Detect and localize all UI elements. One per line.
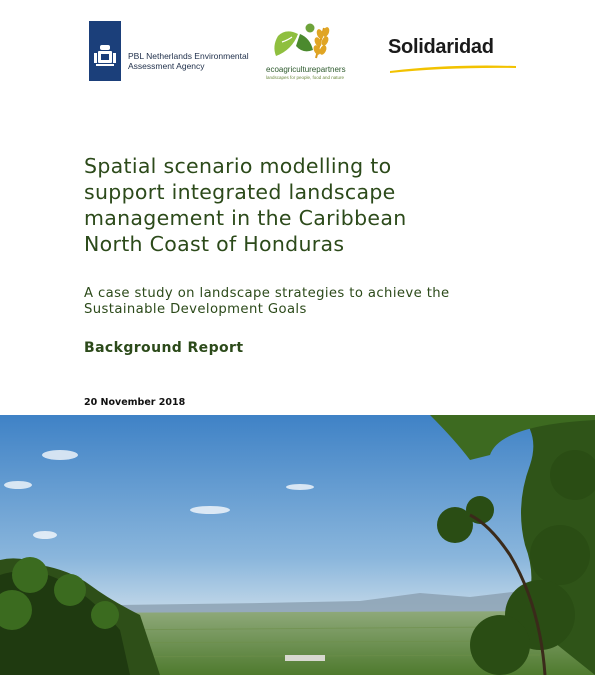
- ecoagriculture-logo: [258, 20, 358, 86]
- pbl-emblem-icon: [89, 21, 121, 81]
- pbl-name-line1: PBL Netherlands Environmental: [128, 51, 249, 61]
- report-type: Background Report: [84, 340, 244, 356]
- solidaridad-name: Solidaridad: [388, 36, 494, 58]
- report-subtitle: [84, 286, 524, 318]
- report-date: 20 November 2018: [84, 397, 186, 408]
- title-line: management in the Caribbean: [84, 206, 407, 230]
- eco-name: ecoagriculturepartners: [266, 65, 346, 74]
- pbl-logo: [89, 18, 249, 84]
- pbl-name: [128, 51, 253, 71]
- pbl-name-line2: Assessment Agency: [128, 61, 205, 71]
- subtitle-line: A case study on landscape strategies to achieve the: [84, 286, 450, 301]
- title-line: Spatial scenario modelling to: [84, 154, 392, 178]
- subtitle-line: Sustainable Development Goals: [84, 302, 307, 317]
- solidaridad-logo: [388, 36, 518, 76]
- report-title: [84, 153, 514, 257]
- leaf-wheat-icon: [258, 20, 358, 64]
- logo-bar: [0, 18, 595, 88]
- title-line: North Coast of Honduras: [84, 232, 345, 256]
- landscape-photo: [0, 415, 595, 675]
- title-line: support integrated landscape: [84, 180, 396, 204]
- swoosh-icon: [388, 62, 518, 74]
- eco-tagline: landscapes for people, food and nature: [266, 75, 345, 80]
